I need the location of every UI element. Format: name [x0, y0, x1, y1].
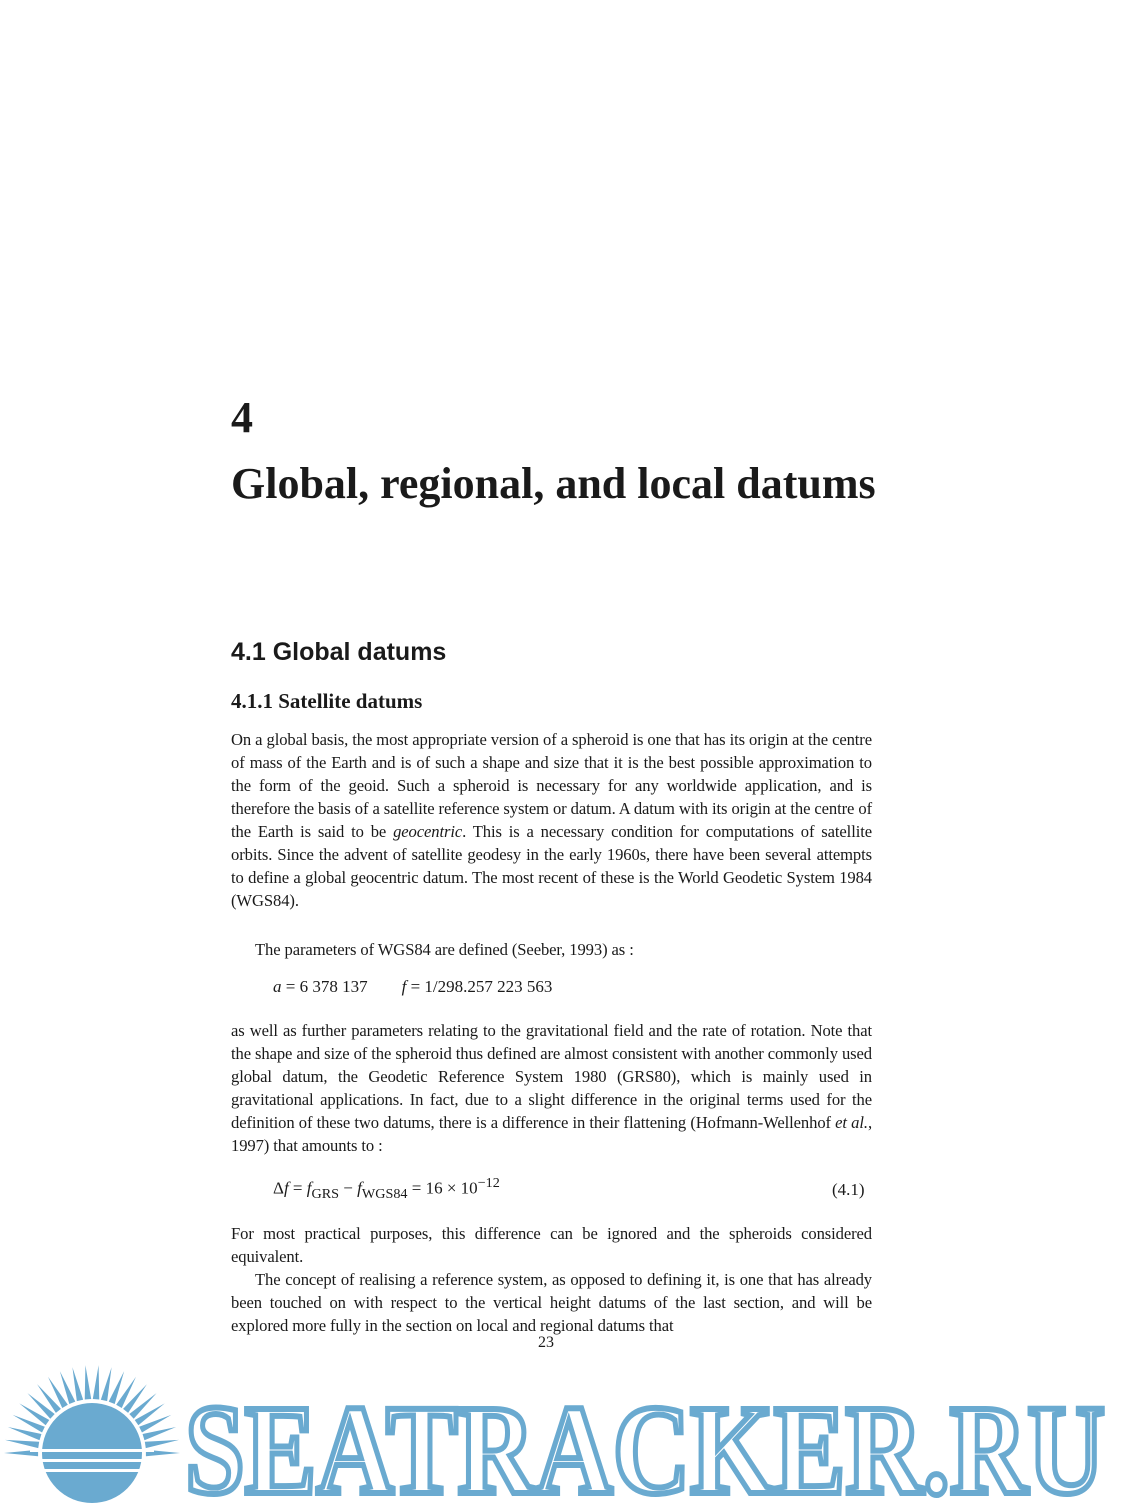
- paragraph-2: The parameters of WGS84 are defined (Seeber, 1993) as :: [255, 940, 634, 959]
- sun-ray: [5, 1440, 39, 1448]
- equation-wgs84-parameters: [273, 977, 552, 997]
- eq2-sub-wgs: WGS84: [361, 1186, 408, 1203]
- eq2-sub-grs: GRS: [311, 1186, 340, 1203]
- sun-ray: [72, 1367, 83, 1401]
- chapter-title: Global, regional, and local datums: [231, 459, 876, 508]
- eq2-delta: Δ: [273, 1178, 284, 1198]
- sun-ray: [145, 1440, 179, 1448]
- eq2-rhs: = 16 × 10: [407, 1178, 478, 1198]
- eq2-exponent: −12: [477, 1175, 500, 1191]
- eq1-f-var: f: [401, 977, 407, 996]
- paragraph-1-text-b: . This is a necessary condition for computations of satellite orbits. Since the advent of satellite geodesy in the early 1960s, there have been several attempts to define a global geocentric datum. The most recent of these is the World Geodetic System 1984 (WGS84).: [231, 822, 872, 910]
- subsection-heading: 4.1.1 Satellite datums: [231, 689, 423, 713]
- paragraph-4: For most practical purposes, this difference can be ignored and the spheroids considered equivalent.: [231, 1224, 872, 1266]
- sun-ray: [123, 1384, 147, 1413]
- sun-ray: [27, 1393, 54, 1419]
- paragraph-1-text-a: On a global basis, the most appropriate version of a spheroid is one that has its origin at the centre of mass of the Earth and is of such a shape and size that it is the best possible approximation to the form of the geoid. Such a spheroid is necessary for any worldwide application, and is therefore the basis of a satellite reference system or datum. A datum with its origin at the centre of the Earth is said to be: [231, 730, 872, 841]
- sun-ray: [129, 1393, 156, 1419]
- paragraph-3: [231, 1019, 872, 1157]
- eq2-f-grs: f: [306, 1178, 312, 1198]
- eq2-minus: −: [339, 1178, 358, 1198]
- sun-ray: [101, 1367, 112, 1401]
- chapter-number: 4: [231, 393, 253, 442]
- equation-4-1: [273, 1175, 500, 1203]
- paragraph-3-text-a: as well as further parameters relating to the gravitational field and the rate of rotation. Note that the shape and size of the spheroid thus defined are almost consistent with another commonly used global datum, the Geodetic Reference System 1980 (GRS80), which is mainly used in gravitational applications. In fact, due to a slight difference in the original terms used for the definition of these two datums, there is a difference in their flattening (Hofmann-Wellenhof: [231, 1021, 872, 1132]
- equation-number: (4.1): [832, 1180, 865, 1199]
- page-number: 23: [538, 1334, 554, 1351]
- sun-ray: [93, 1365, 99, 1399]
- eq2-f: f: [283, 1178, 289, 1198]
- watermark-text: SEATRACKER.RU: [185, 1379, 1105, 1505]
- paragraph-3-text-b: , 1997) that amounts to :: [231, 1113, 872, 1155]
- paragraph-3-emphasis: et al.: [835, 1113, 868, 1132]
- eq2-f-wgs: f: [357, 1178, 362, 1198]
- sun-stripe: [30, 1449, 154, 1452]
- sun-disc: [42, 1403, 142, 1503]
- eq1-a-value: = 6 378 137: [281, 977, 368, 996]
- sun-ray: [37, 1384, 61, 1413]
- watermark: [0, 1343, 1144, 1505]
- eq1-f-value: = 1/298.257 223 563: [406, 977, 553, 996]
- sun-ray: [85, 1365, 91, 1399]
- paragraph-1-emphasis: geocentric: [393, 822, 463, 841]
- paragraph-5: The concept of realising a reference system, as opposed to defining it, is one that has already been touched on with respect to the vertical height datums of the last section, and will be explored more fully in the section on local and regional datums that: [231, 1270, 872, 1335]
- eq2-equals: =: [288, 1178, 307, 1198]
- paragraph-1: [231, 728, 872, 912]
- sun-logo-icon: [4, 1365, 180, 1503]
- sun-stripe: [40, 1469, 144, 1472]
- eq1-a-var: a: [273, 977, 282, 996]
- section-heading: 4.1 Global datums: [231, 638, 447, 666]
- sun-stripe: [34, 1459, 150, 1462]
